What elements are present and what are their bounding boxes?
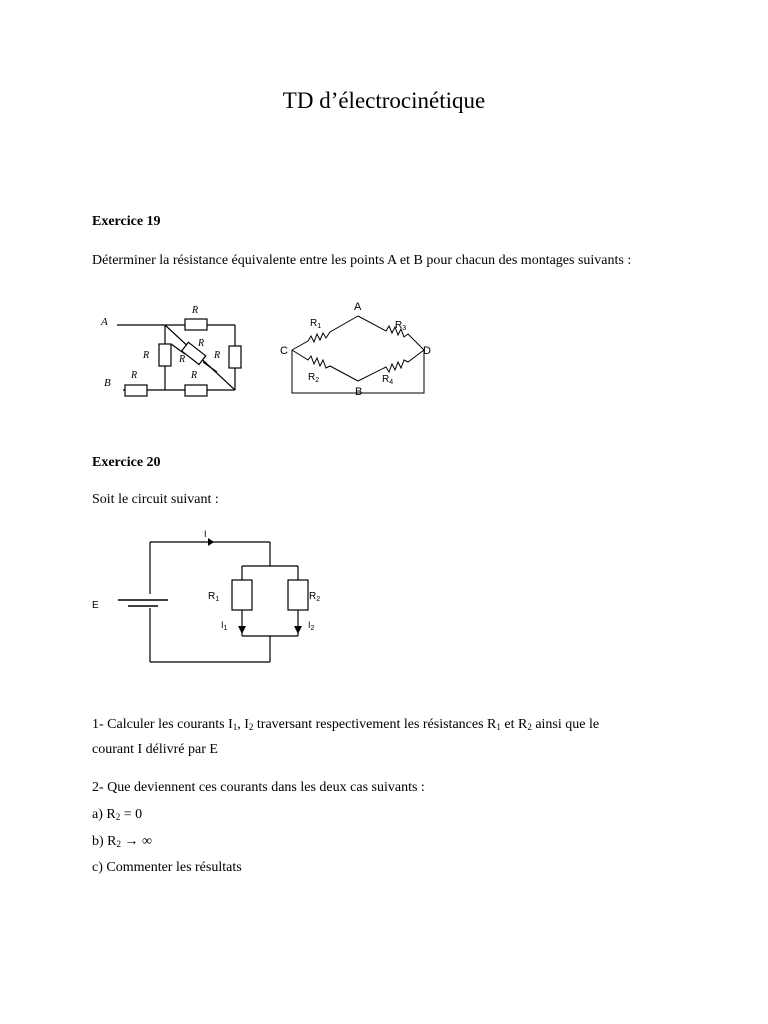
question-1-line-2: courant I délivré par E: [92, 742, 218, 757]
point-b-label: B: [104, 377, 111, 389]
resistor-r1-label-ex20: $R_1$: [208, 591, 220, 603]
source-e-label: E: [92, 600, 99, 611]
resistor-r2-label-ex20: $R_2$: [309, 591, 321, 603]
exercise-19-prompt: Déterminer la résistance équivalente entre les points A et B pour chacun des montages suivants :: [92, 253, 632, 268]
resistor-r3-label: $R_3$: [395, 320, 407, 332]
question-1-line-1: 1- Calculer les courants $I_1$, $I_2$ traversant respectivement les résistances $R_1$ et $R_2$ ainsi que le: [92, 717, 600, 732]
resistor-r1-label: $R_1$: [310, 318, 322, 330]
point-a-label: A: [101, 316, 108, 328]
question-2: 2- Que deviennent ces courants dans les deux cas suivants :: [92, 780, 425, 795]
circuit-diagram-2: [278, 298, 438, 400]
exercise-20-intro: Soit le circuit suivant :: [92, 492, 219, 507]
current-i1-label: $I_1$: [221, 620, 228, 632]
resistor-label-top: R: [192, 305, 199, 316]
resistor-label-bottom-right: R: [191, 370, 198, 381]
exercise-19-heading: Exercice 19: [92, 214, 161, 229]
resistor-r4-label: $R_4$: [382, 374, 394, 386]
circuit-diagram-1: [95, 300, 260, 405]
resistor-label-left: R: [143, 350, 150, 361]
exercise-20-heading: Exercice 20: [92, 455, 161, 470]
resistor-label-diagonal: R: [198, 338, 205, 349]
node-c-label: C: [280, 345, 288, 357]
node-d-label: D: [423, 345, 431, 357]
case-a: a) $R_2 = 0$: [92, 807, 143, 822]
case-c: c) Commenter les résultats: [92, 860, 242, 875]
resistor-label-bottom-left: R: [131, 370, 138, 381]
resistor-label-right: R: [214, 350, 221, 361]
resistor-label-diagonal-2: R: [179, 354, 186, 365]
current-i-label: I: [204, 529, 207, 539]
case-b: b) $R_2$ → ∞: [92, 834, 152, 849]
node-a-label: A: [354, 301, 362, 313]
page-title: TD d’électrocinétique: [282, 88, 486, 113]
node-b-label: B: [355, 386, 363, 398]
current-i2-label: $I_2$: [308, 620, 315, 632]
resistor-r2-label: $R_2$: [308, 372, 320, 384]
circuit-diagram-3: [88, 528, 338, 668]
